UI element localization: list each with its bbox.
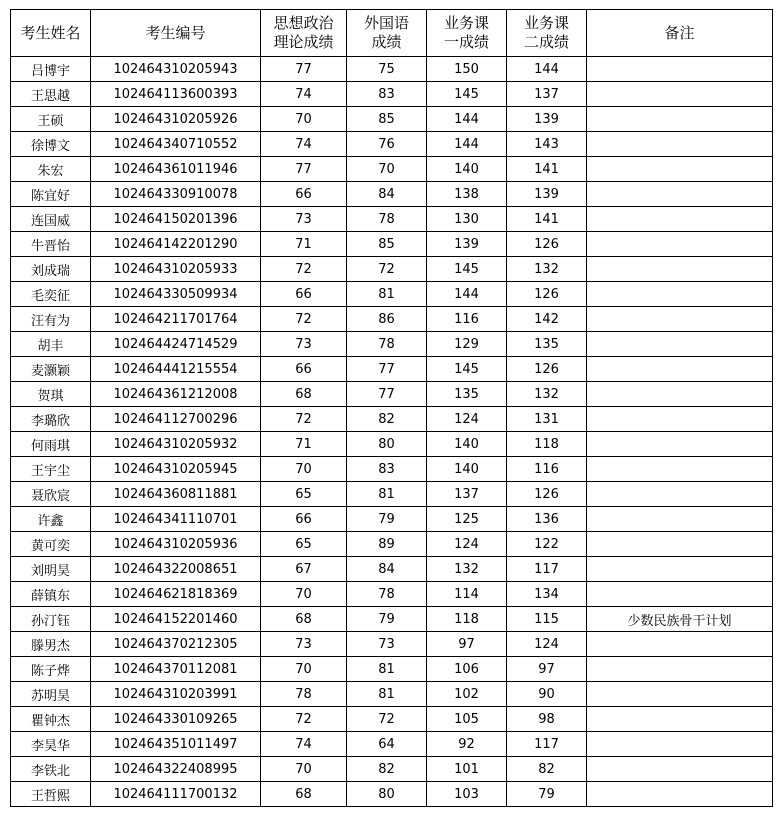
cell-note [587,107,773,132]
cell-foreign: 80 [347,782,427,807]
cell-politics: 73 [261,332,347,357]
cell-id: 102464330109265 [91,707,261,732]
cell-id: 102464152201460 [91,607,261,632]
cell-foreign: 72 [347,707,427,732]
cell-name: 黄可奕 [11,532,91,557]
cell-id: 102464211701764 [91,307,261,332]
cell-note [587,732,773,757]
cell-course2: 98 [507,707,587,732]
cell-foreign: 81 [347,282,427,307]
cell-name: 何雨琪 [11,432,91,457]
cell-course1: 135 [427,382,507,407]
cell-course2: 142 [507,307,587,332]
cell-name: 瞿钟杰 [11,707,91,732]
cell-id: 102464330910078 [91,182,261,207]
header-text-line: 业务课 [443,14,489,32]
cell-politics: 71 [261,432,347,457]
header-text-line: 理论成绩 [273,33,334,51]
cell-name: 连国威 [11,207,91,232]
cell-foreign: 81 [347,657,427,682]
cell-course1: 140 [427,157,507,182]
table-row [11,632,773,657]
cell-foreign: 78 [347,207,427,232]
cell-id: 102464310205933 [91,257,261,282]
table-row [11,232,773,257]
table-row [11,607,773,632]
cell-name: 吕博宇 [11,57,91,82]
cell-course2: 126 [507,357,587,382]
cell-foreign: 75 [347,57,427,82]
cell-note [587,282,773,307]
cell-course1: 145 [427,82,507,107]
cell-course1: 116 [427,307,507,332]
header-text-line: 考生编号 [145,23,206,42]
cell-foreign: 80 [347,432,427,457]
cell-foreign: 84 [347,182,427,207]
cell-course1: 125 [427,507,507,532]
cell-foreign: 82 [347,407,427,432]
cell-politics: 74 [261,82,347,107]
cell-course1: 137 [427,482,507,507]
cell-note [587,382,773,407]
cell-course2: 115 [507,607,587,632]
cell-id: 102464340710552 [91,132,261,157]
table-row [11,257,773,282]
table-row [11,657,773,682]
cell-foreign: 83 [347,457,427,482]
cell-course1: 106 [427,657,507,682]
cell-foreign: 81 [347,482,427,507]
header-text-line: 二成绩 [523,33,569,51]
cell-politics: 68 [261,607,347,632]
cell-id: 102464150201396 [91,207,261,232]
cell-course2: 90 [507,682,587,707]
cell-course1: 138 [427,182,507,207]
cell-politics: 77 [261,157,347,182]
header-row [11,10,773,57]
cell-foreign: 79 [347,507,427,532]
cell-course1: 114 [427,582,507,607]
cell-id: 102464361212008 [91,382,261,407]
cell-note [587,57,773,82]
header-text-line: 备注 [664,23,695,42]
cell-name: 胡丰 [11,332,91,357]
cell-course2: 116 [507,457,587,482]
cell-foreign: 70 [347,157,427,182]
cell-course2: 117 [507,732,587,757]
cell-course1: 132 [427,557,507,582]
header-text-line: 一成绩 [443,33,489,51]
table-row [11,207,773,232]
cell-note [587,82,773,107]
cell-id: 102464621818369 [91,582,261,607]
cell-course1: 150 [427,57,507,82]
cell-note [587,757,773,782]
cell-id: 102464111700132 [91,782,261,807]
header-id [91,10,261,57]
table-row [11,582,773,607]
header-politics [261,10,347,57]
cell-id: 102464441215554 [91,357,261,382]
cell-id: 102464424714529 [91,332,261,357]
cell-name: 贺琪 [11,382,91,407]
cell-note [587,332,773,357]
cell-note: 少数民族骨干计划 [587,607,773,632]
cell-politics: 72 [261,307,347,332]
cell-note [587,232,773,257]
table-row [11,82,773,107]
cell-course2: 124 [507,632,587,657]
cell-politics: 70 [261,457,347,482]
table-row [11,132,773,157]
header-text-line: 思想政治 [273,14,334,32]
cell-name: 刘成瑞 [11,257,91,282]
cell-id: 102464330509934 [91,282,261,307]
cell-note [587,407,773,432]
cell-id: 102464341110701 [91,507,261,532]
cell-name: 毛奕征 [11,282,91,307]
cell-foreign: 78 [347,332,427,357]
cell-course2: 132 [507,382,587,407]
cell-note [587,157,773,182]
cell-politics: 77 [261,57,347,82]
cell-foreign: 82 [347,757,427,782]
cell-id: 102464361011946 [91,157,261,182]
table-row [11,682,773,707]
cell-politics: 70 [261,107,347,132]
cell-politics: 68 [261,382,347,407]
table-row [11,482,773,507]
cell-foreign: 76 [347,132,427,157]
cell-name: 徐博文 [11,132,91,157]
cell-id: 102464310205932 [91,432,261,457]
cell-note [587,482,773,507]
table-row [11,782,773,807]
cell-name: 聂欣宸 [11,482,91,507]
cell-id: 102464310205943 [91,57,261,82]
cell-id: 102464310205945 [91,457,261,482]
cell-note [587,132,773,157]
cell-course1: 130 [427,207,507,232]
cell-note [587,182,773,207]
header-course1 [427,10,507,57]
table-row [11,157,773,182]
cell-foreign: 78 [347,582,427,607]
cell-course1: 118 [427,607,507,632]
table-row [11,432,773,457]
cell-politics: 78 [261,682,347,707]
header-text-line: 外国语 [363,14,409,32]
table-row [11,282,773,307]
cell-foreign: 72 [347,257,427,282]
cell-name: 刘明昊 [11,557,91,582]
cell-course2: 126 [507,282,587,307]
table-row [11,457,773,482]
table-row [11,557,773,582]
cell-politics: 71 [261,232,347,257]
cell-course1: 102 [427,682,507,707]
cell-id: 102464360811881 [91,482,261,507]
cell-id: 102464113600393 [91,82,261,107]
cell-name: 李铁北 [11,757,91,782]
cell-name: 王硕 [11,107,91,132]
table-row [11,332,773,357]
cell-name: 李昊华 [11,732,91,757]
cell-politics: 66 [261,507,347,532]
cell-course2: 117 [507,557,587,582]
cell-course1: 103 [427,782,507,807]
cell-id: 102464322008651 [91,557,261,582]
cell-name: 王宇尘 [11,457,91,482]
cell-course1: 144 [427,132,507,157]
header-text-line: 成绩 [371,33,402,51]
cell-note [587,507,773,532]
cell-name: 王思越 [11,82,91,107]
table-row [11,57,773,82]
cell-course1: 139 [427,232,507,257]
cell-politics: 66 [261,357,347,382]
cell-id: 102464310205926 [91,107,261,132]
cell-foreign: 77 [347,357,427,382]
header-foreign [347,10,427,57]
cell-name: 李璐欣 [11,407,91,432]
cell-course1: 101 [427,757,507,782]
cell-politics: 72 [261,407,347,432]
cell-politics: 73 [261,632,347,657]
cell-course1: 145 [427,257,507,282]
cell-foreign: 73 [347,632,427,657]
cell-name: 孙汀钰 [11,607,91,632]
cell-course1: 92 [427,732,507,757]
header-text-line: 考生姓名 [20,23,81,42]
table-row [11,757,773,782]
table-row [11,407,773,432]
cell-course2: 139 [507,182,587,207]
cell-foreign: 86 [347,307,427,332]
cell-id: 102464310205936 [91,532,261,557]
cell-foreign: 85 [347,107,427,132]
cell-course1: 144 [427,282,507,307]
cell-course2: 139 [507,107,587,132]
cell-note [587,307,773,332]
cell-note [587,657,773,682]
cell-note [587,707,773,732]
cell-note [587,432,773,457]
cell-course2: 82 [507,757,587,782]
cell-course2: 131 [507,407,587,432]
table-row [11,707,773,732]
cell-course1: 140 [427,457,507,482]
cell-course1: 124 [427,532,507,557]
cell-course2: 143 [507,132,587,157]
cell-course2: 135 [507,332,587,357]
cell-foreign: 64 [347,732,427,757]
cell-course1: 129 [427,332,507,357]
cell-course2: 136 [507,507,587,532]
cell-note [587,632,773,657]
cell-foreign: 83 [347,82,427,107]
cell-name: 王哲熙 [11,782,91,807]
cell-note [587,457,773,482]
cell-id: 102464351011497 [91,732,261,757]
cell-course2: 97 [507,657,587,682]
header-text-line: 业务课 [523,14,569,32]
table-row [11,382,773,407]
cell-course1: 144 [427,107,507,132]
table-body [11,57,773,807]
cell-note [587,582,773,607]
cell-politics: 72 [261,707,347,732]
cell-politics: 74 [261,132,347,157]
cell-note [587,207,773,232]
cell-foreign: 84 [347,557,427,582]
cell-name: 陈子烨 [11,657,91,682]
cell-id: 102464112700296 [91,407,261,432]
cell-course2: 141 [507,157,587,182]
cell-id: 102464370212305 [91,632,261,657]
cell-course1: 145 [427,357,507,382]
table-row [11,507,773,532]
cell-course2: 126 [507,232,587,257]
cell-id: 102464322408995 [91,757,261,782]
cell-name: 朱宏 [11,157,91,182]
cell-note [587,682,773,707]
cell-foreign: 79 [347,607,427,632]
table-row [11,107,773,132]
cell-name: 薛镇东 [11,582,91,607]
cell-name: 许鑫 [11,507,91,532]
cell-foreign: 77 [347,382,427,407]
header-course2 [507,10,587,57]
cell-name: 汪有为 [11,307,91,332]
cell-name: 麦灏颖 [11,357,91,382]
cell-note [587,557,773,582]
cell-politics: 70 [261,657,347,682]
header-name [11,10,91,57]
cell-politics: 65 [261,532,347,557]
table-row [11,307,773,332]
cell-id: 102464310203991 [91,682,261,707]
cell-id: 102464142201290 [91,232,261,257]
cell-id: 102464370112081 [91,657,261,682]
cell-course1: 124 [427,407,507,432]
cell-course1: 105 [427,707,507,732]
cell-politics: 67 [261,557,347,582]
cell-politics: 74 [261,732,347,757]
cell-note [587,782,773,807]
cell-note [587,257,773,282]
cell-name: 苏明昊 [11,682,91,707]
cell-course2: 137 [507,82,587,107]
cell-politics: 66 [261,182,347,207]
cell-course2: 144 [507,57,587,82]
cell-name: 牛晋怡 [11,232,91,257]
cell-politics: 70 [261,757,347,782]
cell-course2: 122 [507,532,587,557]
cell-name: 陈宜好 [11,182,91,207]
cell-foreign: 89 [347,532,427,557]
cell-politics: 73 [261,207,347,232]
cell-course2: 132 [507,257,587,282]
cell-course2: 126 [507,482,587,507]
cell-politics: 68 [261,782,347,807]
cell-politics: 66 [261,282,347,307]
score-table [10,9,773,807]
table-row [11,732,773,757]
table-row [11,182,773,207]
table-row [11,357,773,382]
header-note [587,10,773,57]
table-row [11,532,773,557]
cell-course2: 118 [507,432,587,457]
cell-course1: 140 [427,432,507,457]
cell-course2: 79 [507,782,587,807]
cell-note [587,357,773,382]
cell-course2: 134 [507,582,587,607]
cell-course2: 141 [507,207,587,232]
cell-course1: 97 [427,632,507,657]
cell-foreign: 81 [347,682,427,707]
cell-note [587,532,773,557]
cell-foreign: 85 [347,232,427,257]
cell-politics: 72 [261,257,347,282]
cell-politics: 70 [261,582,347,607]
cell-politics: 65 [261,482,347,507]
cell-name: 滕男杰 [11,632,91,657]
